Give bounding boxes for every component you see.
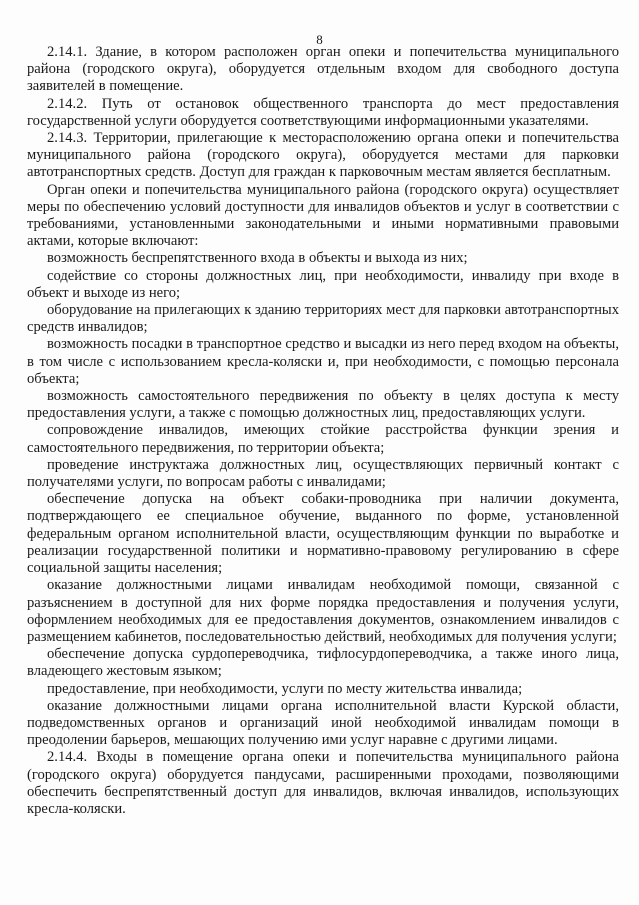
list-item-parking: оборудование на прилегающих к зданию территориях мест для парковки автотранспортных средств инвалидов;: [27, 302, 619, 336]
list-item-guide-dog: обеспечение допуска на объект собаки-проводника при наличии документа, подтверждающего ее специальное обучение, выданного по форме, установленной федеральным органом исполнительной власти, осуществляющим функции по выработке и реализации государственной политики и нормативно-правовому регулированию в сфере социальной защиты населения;: [27, 491, 619, 577]
paragraph-2-14-3: 2.14.3. Территории, прилегающие к месторасположению органа опеки и попечительства муниципального района (городского округа), оборудуется местами для парковки автотранспортных средств. Доступ для граждан к парковочным местам является бесплатным.: [27, 130, 619, 181]
list-item-staff-help: оказание должностными лицами инвалидам необходимой помощи, связанной с разъяснением в доступной для них форме порядка предоставления и получения услуги, оформлением необходимых для ее предоставления документов, ознакомлением инвалидов с размещением кабинетов, последовательностью действий, необходимых для получения услуги;: [27, 577, 619, 645]
list-item-sign-interpreter: обеспечение допуска сурдопереводчика, тифлосурдопереводчика, а также иного лица, владеющего жестовым языком;: [27, 646, 619, 680]
list-item-boarding: возможность посадки в транспортное средство и высадки из него перед входом на объекты, в том числе с использованием кресла-коляски и, при необходимости, с помощью персонала объекта;: [27, 336, 619, 387]
list-item-staff-assistance: содействие со стороны должностных лиц, при необходимости, инвалиду при входе в объект и выходе из него;: [27, 267, 619, 301]
list-item-briefing: проведение инструктажа должностных лиц, осуществляющих первичный контакт с получателями услуги, по вопросам работы с инвалидами;: [27, 456, 619, 491]
list-item-escort: сопровождение инвалидов, имеющих стойкие расстройства функции зрения и самостоятельного передвижения, по территории объекта;: [27, 422, 619, 456]
page-number: 8: [316, 32, 323, 47]
paragraph-accessibility-intro: Орган опеки и попечительства муниципального района (городского округа) осуществляет меры по обеспечению условий доступности для инвалидов объектов и услуг в соответствии с требованиями, установленными законодательными и иными нормативными правовыми актами, которые включают:: [27, 181, 619, 250]
paragraph-2-14-4: 2.14.4. Входы в помещение органа опеки и попечительства муниципального района (городского округа) оборудуется пандусами, расширенными проходами, позволяющими обеспечить беспрепятственный доступ для инвалидов, включая инвалидов, использующих кресла-коляски.: [27, 749, 619, 817]
list-item-home-service: предоставление, при необходимости, услуги по месту жительства инвалида;: [47, 680, 523, 697]
list-item-barrier-help: оказание должностными лицами органа исполнительной власти Курской области, подведомственных органов и организаций иной необходимой инвалидам помощи в преодолении барьеров, мешающих получению ими услуг наравне с другими лицами.: [27, 697, 619, 749]
list-item-entry-exit: возможность беспрепятственного входа в объекты и выхода из них;: [47, 250, 468, 267]
paragraph-2-14-1: 2.14.1. Здание, в котором расположен орган опеки и попечительства муниципального района (городского округа), оборудуется отдельным входом для свободного доступа заявителей в помещение.: [27, 44, 619, 95]
list-item-movement: возможность самостоятельного передвижения по объекту в целях доступа к месту предоставления услуги, а также с помощью должностных лиц, предоставляющих услуги.: [27, 388, 619, 422]
document-body: [27, 44, 619, 818]
paragraph-2-14-2: 2.14.2. Путь от остановок общественного транспорта до мест предоставления государственной услуги оборудуется соответствующими информационными указателями.: [27, 95, 619, 129]
